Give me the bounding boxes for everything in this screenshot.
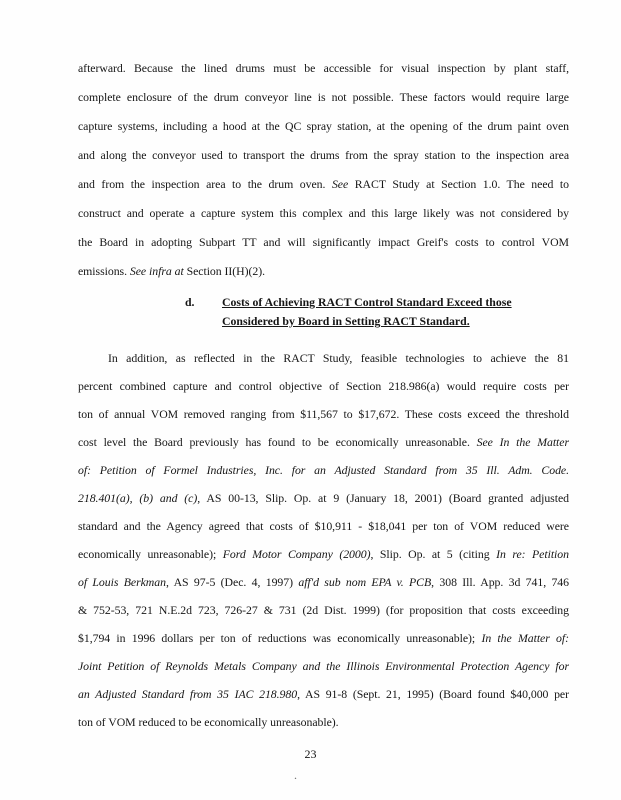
italic-text-segment: aff'd sub nom EPA v. PCB [298, 575, 432, 589]
text-segment: In addition, as reflected in the RACT Study, feasible technologies to achieve the 81 [108, 351, 569, 365]
paragraph [78, 54, 569, 286]
text-line [78, 456, 569, 484]
text-segment: , AS 00-13, Slip. Op. at 9 (January 18, 2001) (Board granted adjusted [197, 491, 569, 505]
text-line [78, 141, 569, 170]
text-segment: capture systems, including a hood at the QC spray station, at the opening of the drum paint oven [78, 119, 569, 133]
text-segment: standard and the Agency agreed that costs of $10,911 - $18,041 per ton of VOM reduced were [78, 519, 569, 533]
text-segment: construct and operate a capture system this complex and this large likely was not considered by [78, 206, 569, 220]
italic-text-segment: Joint Petition of Reynolds Metals Company and the Illinois Environmental Protection Agency for [78, 659, 569, 673]
text-line [78, 257, 569, 286]
text-line [78, 170, 569, 199]
heading-line: Considered by Board in Setting RACT Standard. [222, 314, 470, 328]
text-segment: the Board in adopting Subpart TT and will significantly impact Greif's costs to control VOM [78, 235, 569, 249]
italic-text-segment: See In the Matter [476, 435, 569, 449]
text-line [78, 400, 569, 428]
section-heading [78, 293, 569, 331]
text-line [78, 596, 569, 624]
text-segment: economically unreasonable); [78, 547, 223, 561]
text-segment: , Slip. Op. at 5 (citing [370, 547, 497, 561]
italic-text-segment: See infra at [129, 264, 184, 278]
text-segment: , AS 97-5 (Dec. 4, 1997) [165, 575, 299, 589]
text-segment: complete enclosure of the drum conveyor line is not possible. These factors would require large [78, 90, 569, 104]
text-line [78, 512, 569, 540]
text-segment: $1,794 in 1996 dollars per ton of reductions was economically unreasonable); [78, 631, 482, 645]
text-segment: afterward. Because the lined drums must be accessible for visual inspection by plant staff, [78, 61, 569, 75]
text-segment: emissions. [78, 264, 130, 278]
text-segment: percent combined capture and control objective of Section 218.986(a) would require costs per [78, 379, 569, 393]
italic-text-segment: Ford Motor Company (2000) [222, 547, 371, 561]
text-line [78, 83, 569, 112]
heading-line: Costs of Achieving RACT Control Standard Exceed those [222, 295, 512, 309]
italic-text-segment: See [331, 177, 349, 191]
italic-text-segment: 218.401(a), (b) and (c) [78, 491, 198, 505]
text-segment: cost level the Board previously has found to be economically unreasonable. [78, 435, 477, 449]
text-line [78, 484, 569, 512]
italic-text-segment: In the Matter of: [481, 631, 569, 645]
text-segment: & 752-53, 721 N.E.2d 723, 726-27 & 731 (2d Dist. 1999) (for proposition that costs exceeding [78, 603, 569, 617]
heading-label: d. [185, 295, 195, 309]
text-segment: , 308 Ill. App. 3d 741, 746 [431, 575, 569, 589]
text-segment: RACT Study at Section 1.0. The need to [348, 177, 569, 191]
text-segment: ton of annual VOM removed ranging from $11,567 to $17,672. These costs exceed the threshold [78, 407, 569, 421]
page-number: 23 [304, 747, 317, 761]
text-line [78, 112, 569, 141]
italic-text-segment: of Louis Berkman [78, 575, 166, 589]
text-line [78, 568, 569, 596]
text-line [78, 652, 569, 680]
text-line [78, 228, 569, 257]
text-line [78, 54, 569, 83]
text-line [78, 680, 569, 708]
text-segment: , AS 91-8 (Sept. 21, 1995) (Board found $40,000 per [297, 687, 569, 701]
text-line [78, 344, 569, 372]
italic-text-segment: of: Petition of Formel Industries, Inc. for an Adjusted Standard from 35 Ill. Adm. Code. [78, 463, 569, 477]
text-line [78, 540, 569, 568]
text-line [78, 624, 569, 652]
text-segment: Section II(H)(2). [183, 264, 266, 278]
text-line [78, 428, 569, 456]
heading-text [222, 293, 512, 331]
paragraph [78, 344, 569, 736]
text-segment: and from the inspection area to the drum oven. [78, 177, 332, 191]
italic-text-segment: an Adjusted Standard from 35 IAC 218.980 [78, 687, 298, 701]
italic-text-segment: In re: Petition [496, 547, 569, 561]
stray-mark: . [294, 768, 297, 782]
text-line [78, 372, 569, 400]
text-segment: and along the conveyor used to transport the drums from the spray station to the inspection area [78, 148, 569, 162]
text-line [78, 199, 569, 228]
text-segment: ton of VOM reduced to be economically unreasonable). [78, 715, 339, 729]
text-block [78, 54, 569, 736]
text-line [78, 708, 569, 736]
